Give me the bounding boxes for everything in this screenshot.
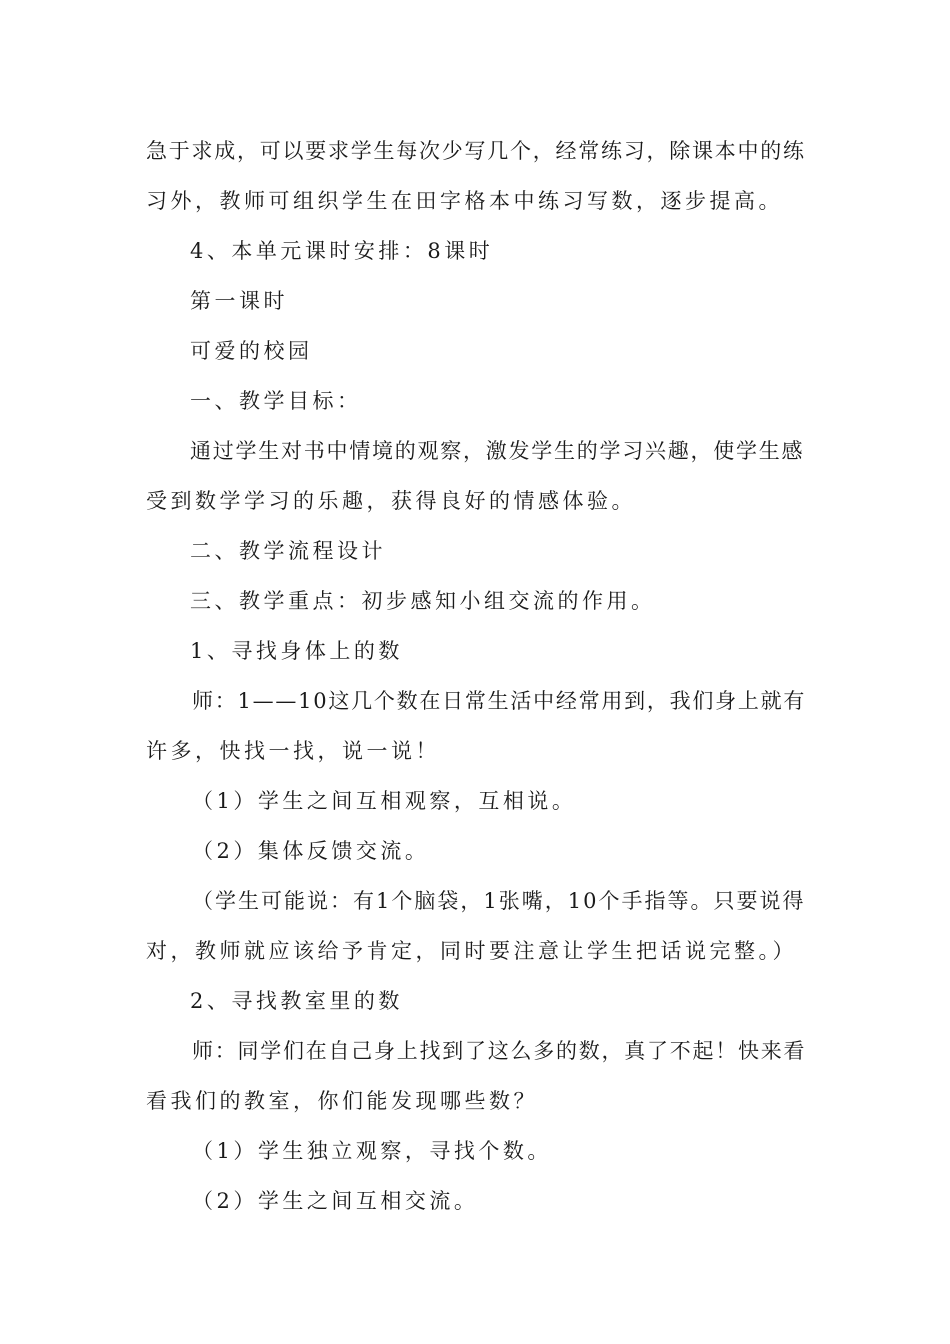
subsection-heading: 2、寻找教室里的数 — [190, 989, 403, 1013]
paragraph-line: 习外，教师可组织学生在田字格本中练习写数，逐步提高。 — [146, 189, 783, 213]
paragraph-line: 4、本单元课时安排：8课时 — [190, 239, 494, 263]
paragraph-line: 许多，快找一找，说一说！ — [146, 739, 440, 763]
list-item: （1）学生独立观察，寻找个数。 — [192, 1139, 552, 1163]
lesson-title: 可爱的校园 — [190, 339, 313, 363]
paragraph-line: 师：1——10这几个数在日常生活中经常用到，我们身上就有 — [192, 689, 807, 713]
subsection-heading: 1、寻找身体上的数 — [190, 639, 403, 663]
section-heading: 二、教学流程设计 — [190, 539, 386, 563]
list-item: （1）学生之间互相观察，互相说。 — [192, 789, 577, 813]
paragraph-line: 看我们的教室，你们能发现哪些数？ — [146, 1089, 538, 1113]
paragraph-line: 师：同学们在自己身上找到了这么多的数，真了不起！快来看 — [192, 1039, 807, 1063]
list-item: （2）集体反馈交流。 — [192, 839, 430, 863]
paragraph-line: （学生可能说：有1个脑袋，1张嘴，10个手指等。只要说得 — [192, 889, 806, 913]
paragraph-line: 受到数学学习的乐趣，获得良好的情感体验。 — [146, 489, 636, 513]
section-heading: 第一课时 — [190, 289, 288, 313]
paragraph-line: 通过学生对书中情境的观察，激发学生的学习兴趣，使学生感 — [190, 439, 805, 463]
section-heading: 三、教学重点：初步感知小组交流的作用。 — [190, 589, 656, 613]
paragraph-line: 对，教师就应该给予肯定，同时要注意让学生把话说完整。） — [146, 939, 797, 963]
section-heading: 一、教学目标： — [190, 389, 362, 413]
list-item: （2）学生之间互相交流。 — [192, 1189, 479, 1213]
paragraph-line: 急于求成，可以要求学生每次少写几个，经常练习，除课本中的练 — [146, 139, 806, 163]
